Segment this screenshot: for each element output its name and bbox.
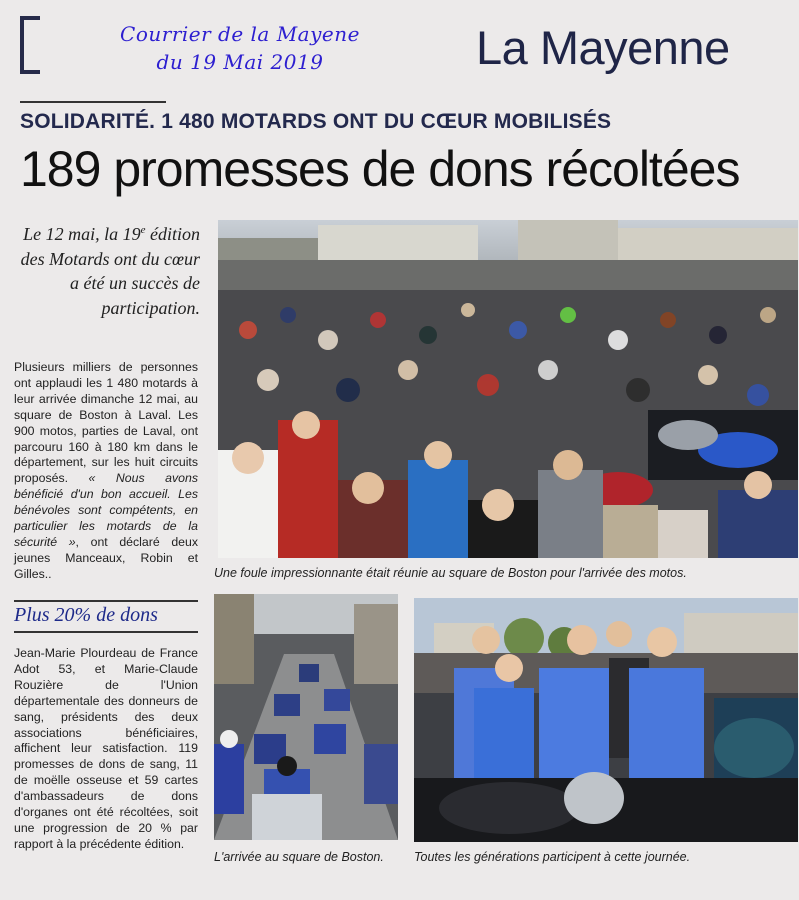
kicker-rule xyxy=(20,101,166,103)
body1-text-end: , ont déclaré deux jeunes Manceaux, Robin et Gilles.. xyxy=(14,534,198,581)
lead-superscript: e xyxy=(140,224,146,236)
body1-text: Plusieurs milliers de personnes ont applaudi les 1 480 motards à leur arrivée dimanche 12 mai, au square de Boston à Laval. Les 900 motos, parties de Laval, ont parcouru 160 à 180 km dans le département, sur les huit circuits proposés. xyxy=(14,360,198,486)
caption-generations: Toutes les générations participent à cette journée. xyxy=(414,850,691,864)
article-headline: 189 promesses de dons récoltées xyxy=(20,141,740,197)
article-body-1 xyxy=(14,360,198,583)
lead-part-2: édition des Motards ont du cœur a été un succès de participation. xyxy=(20,224,200,318)
lead-part-1: Le 12 mai, la 19 xyxy=(23,224,141,244)
caption-arrival: L'arrivée au square de Boston. xyxy=(214,850,384,864)
article-lead xyxy=(20,218,200,320)
article-subhead: Plus 20% de dons xyxy=(14,600,198,633)
section-title: La Mayenne xyxy=(476,21,730,74)
date-stamp xyxy=(100,20,380,76)
stamp-line-2: du 19 Mai 2019 xyxy=(156,50,324,74)
section-bracket xyxy=(20,16,40,74)
article-body-2: Jean-Marie Plourdeau de France Adot 53, et Marie-Claude Rouzière de l'Union départementale des donneurs de sang, présidents des deux associations bénéficiaires, affichent leur satisfaction. 119 promesses de dons de sang, 11 de moëlle osseuse et 59 cartes d'ambassadeurs de dons d'organes ont été récoltées, soit une progression de 20 % par rapport à la précédente édition. xyxy=(14,646,198,851)
caption-crowd: Une foule impressionnante était réunie au square de Boston pour l'arrivée des motos. xyxy=(214,566,687,580)
stamp-line-1: Courrier de la Mayene xyxy=(120,22,360,46)
body1-quote: « Nous avons bénéficié d'un bon accueil. Les bénévoles sont compétents, en particulier les motards de la sécurité » xyxy=(14,471,198,549)
photo-arrival xyxy=(214,594,398,840)
photo-crowd xyxy=(218,220,798,558)
photo-generations xyxy=(414,598,798,842)
article-kicker: SOLIDARITÉ. 1 480 MOTARDS ONT DU CŒUR MOBILISÉS xyxy=(20,110,612,133)
